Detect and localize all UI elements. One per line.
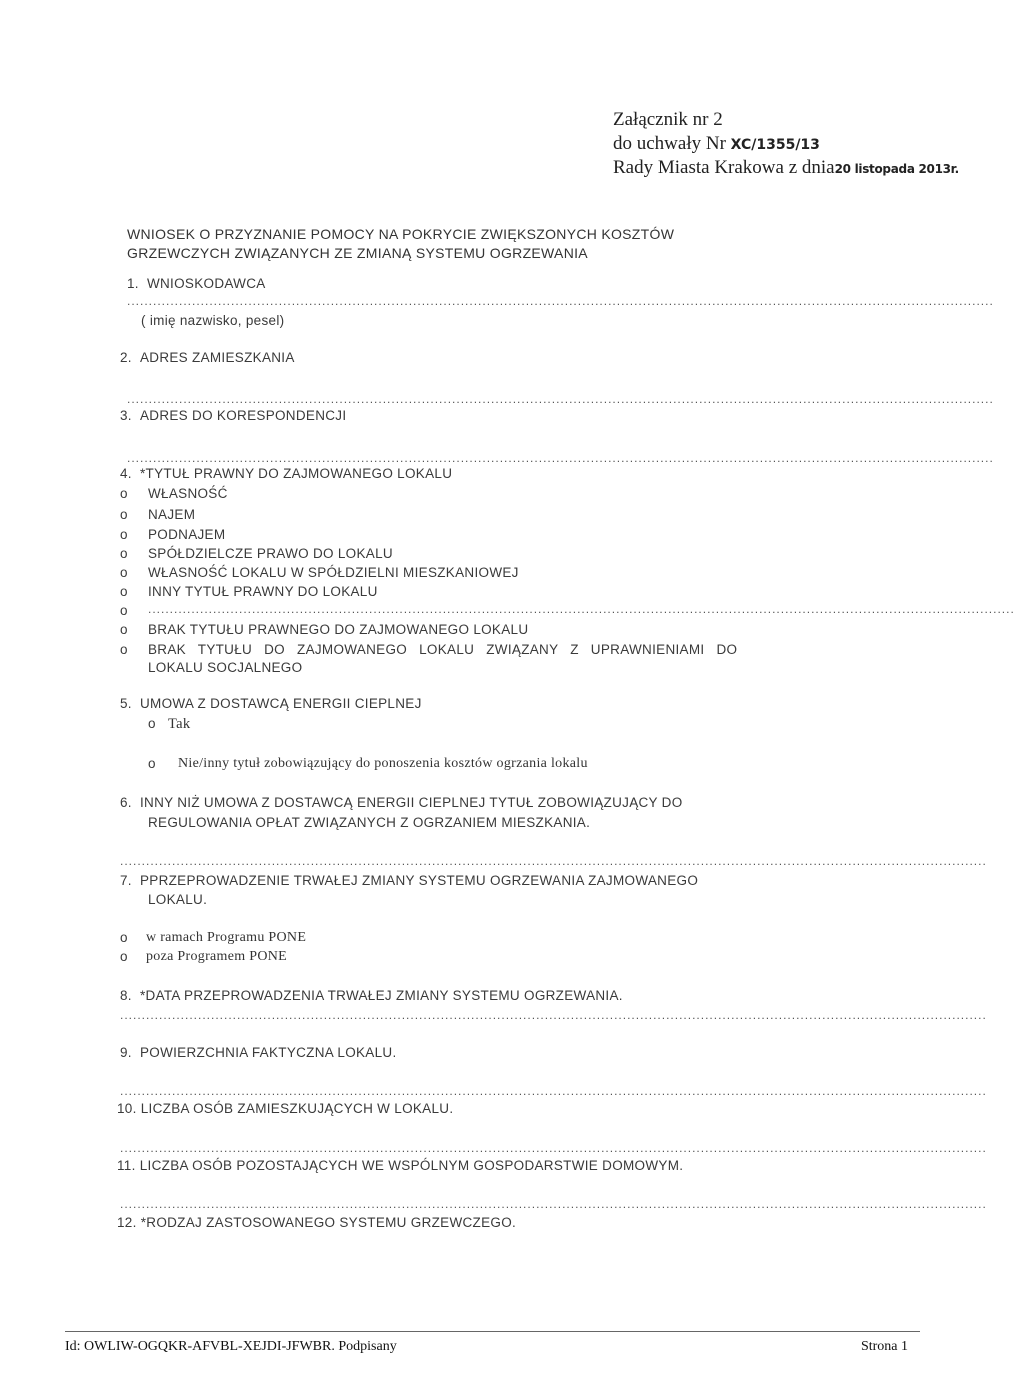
form-title-line1: WNIOSEK O PRZYZNANIE POMOCY NA POKRYCIE ZWIĘKSZONYCH KOSZTÓW — [127, 226, 675, 242]
section-11-fill-line[interactable]: ........................................................................................................................................................................................................ — [120, 1197, 987, 1211]
legal-title-option-5[interactable]: o WŁASNOŚĆ LOKALU W SPÓŁDZIELNI MIESZKANIOWEJ — [120, 565, 519, 580]
resolution-handwritten-number: XC/1355/13 — [730, 137, 820, 153]
legal-title-option-7[interactable] — [120, 603, 128, 618]
resolution-prefix: do uchwały Nr — [613, 133, 726, 154]
option-bullet: o — [120, 930, 128, 945]
legal-title-option-3[interactable]: o PODNAJEM — [120, 527, 226, 542]
section-8-heading: 8. *DATA PRZEPROWADZENIA TRWAŁEJ ZMIANY SYSTEMU OGRZEWANIA. — [120, 988, 623, 1003]
option-bullet: o — [120, 603, 128, 618]
section-7-heading: 7. PPRZEPROWADZENIE TRWAŁEJ ZMIANY SYSTEMU OGRZEWANIA ZAJMOWANEGO — [120, 873, 699, 888]
pone-option-within[interactable]: o w ramach Programu PONE — [120, 930, 307, 945]
option-bullet: o — [148, 716, 156, 731]
legal-title-option-9-cont: LOKALU SOCJALNEGO — [148, 660, 303, 675]
option-bullet: o — [120, 507, 128, 522]
section-4-heading: 4. *TYTUŁ PRAWNY DO ZAJMOWANEGO LOKALU — [120, 466, 453, 481]
legal-title-option-2[interactable]: o NAJEM — [120, 507, 196, 522]
section-2-heading: 2. ADRES ZAMIESZKANIA — [120, 350, 295, 365]
section-6-heading: 6. INNY NIŻ UMOWA Z DOSTAWCĄ ENERGII CIEPLNEJ TYTUŁ ZOBOWIĄZUJĄCY DO — [120, 795, 683, 810]
footer-document-id: Id: OWLIW-OGQKR-AFVBL-XEJDI-JFWBR. Podpisany — [65, 1339, 397, 1354]
section-5-heading: 5. UMOWA Z DOSTAWCĄ ENERGII CIEPLNEJ — [120, 696, 422, 711]
option-bullet: o — [120, 622, 128, 637]
legal-title-option-1[interactable]: o WŁASNOŚĆ — [120, 486, 228, 501]
heat-contract-option-no[interactable]: o Nie/inny tytuł zobowiązujący do ponoszenia kosztów ogrzania lokalu — [148, 756, 588, 771]
section-7-heading-cont: LOKALU. — [148, 892, 208, 907]
section-1-hint: ( imię nazwisko, pesel) — [141, 313, 285, 328]
legal-title-option-9[interactable]: o BRAK TYTUŁU DO ZAJMOWANEGO LOKALU ZWIĄZANY Z UPRAWNIENIAMI DO — [120, 642, 738, 657]
footer-page-number: Strona 1 — [860, 1339, 908, 1354]
council-date — [613, 156, 959, 181]
section-11-heading: 11. LICZBA OSÓB POZOSTAJĄCYCH WE WSPÓLNYM GOSPODARSTWIE DOMOWYM. — [117, 1158, 684, 1173]
form-title-line2: GRZEWCZYCH ZWIĄZANYCH ZE ZMIANĄ SYSTEMU OGRZEWANIA — [127, 245, 588, 261]
section-12-heading: 12. *RODZAJ ZASTOSOWANEGO SYSTEMU GRZEWCZEGO. — [117, 1215, 517, 1230]
section-1-heading: 1. WNIOSKODAWCA — [127, 276, 266, 291]
section-2-fill-line[interactable]: ........................................................................................................................................................................................................ — [127, 392, 994, 406]
option-bullet: o — [120, 527, 128, 542]
legal-title-other-fill-line[interactable]: ........................................................................................................................................................................................................ — [148, 602, 1015, 616]
option-bullet: o — [120, 486, 128, 501]
option-bullet: o — [120, 565, 128, 580]
section-9-heading: 9. POWIERZCHNIA FAKTYCZNA LOKALU. — [120, 1045, 397, 1060]
section-6-fill-line[interactable]: ........................................................................................................................................................................................................ — [120, 854, 987, 868]
option-bullet: o — [120, 584, 128, 599]
footer-divider — [65, 1331, 920, 1332]
pone-option-outside[interactable]: o poza Programem PONE — [120, 949, 288, 964]
council-handwritten-date: 20 listopada 2013r. — [834, 162, 959, 176]
section-10-heading: 10. LICZBA OSÓB ZAMIESZKUJĄCYCH W LOKALU. — [117, 1101, 454, 1116]
legal-title-option-6[interactable]: o INNY TYTUŁ PRAWNY DO LOKALU — [120, 584, 378, 599]
section-8-fill-line[interactable]: ........................................................................................................................................................................................................ — [120, 1008, 987, 1022]
option-bullet: o — [148, 756, 156, 771]
section-1-fill-line[interactable]: ........................................................................................................................................................................................................ — [127, 294, 994, 308]
council-date-prefix: Rady Miasta Krakowa z dnia — [613, 157, 835, 178]
heat-contract-option-yes[interactable]: o Tak — [148, 716, 191, 732]
option-bullet: o — [120, 642, 128, 657]
legal-title-option-4[interactable]: o SPÓŁDZIELCZE PRAWO DO LOKALU — [120, 546, 393, 561]
option-bullet: o — [120, 949, 128, 964]
resolution-number — [613, 132, 820, 157]
section-3-heading: 3. ADRES DO KORESPONDENCJI — [120, 408, 347, 423]
attachment-number: Załącznik nr 2 — [613, 109, 723, 130]
option-bullet: o — [120, 546, 128, 561]
section-6-heading-cont: REGULOWANIA OPŁAT ZWIĄZANYCH Z OGRZANIEM MIESZKANIA. — [148, 815, 591, 830]
section-9-fill-line[interactable]: ........................................................................................................................................................................................................ — [120, 1084, 987, 1098]
section-3-fill-line[interactable]: ........................................................................................................................................................................................................ — [127, 451, 994, 465]
section-10-fill-line[interactable]: ........................................................................................................................................................................................................ — [120, 1141, 987, 1155]
legal-title-option-8[interactable]: o BRAK TYTUŁU PRAWNEGO DO ZAJMOWANEGO LOKALU — [120, 622, 529, 637]
